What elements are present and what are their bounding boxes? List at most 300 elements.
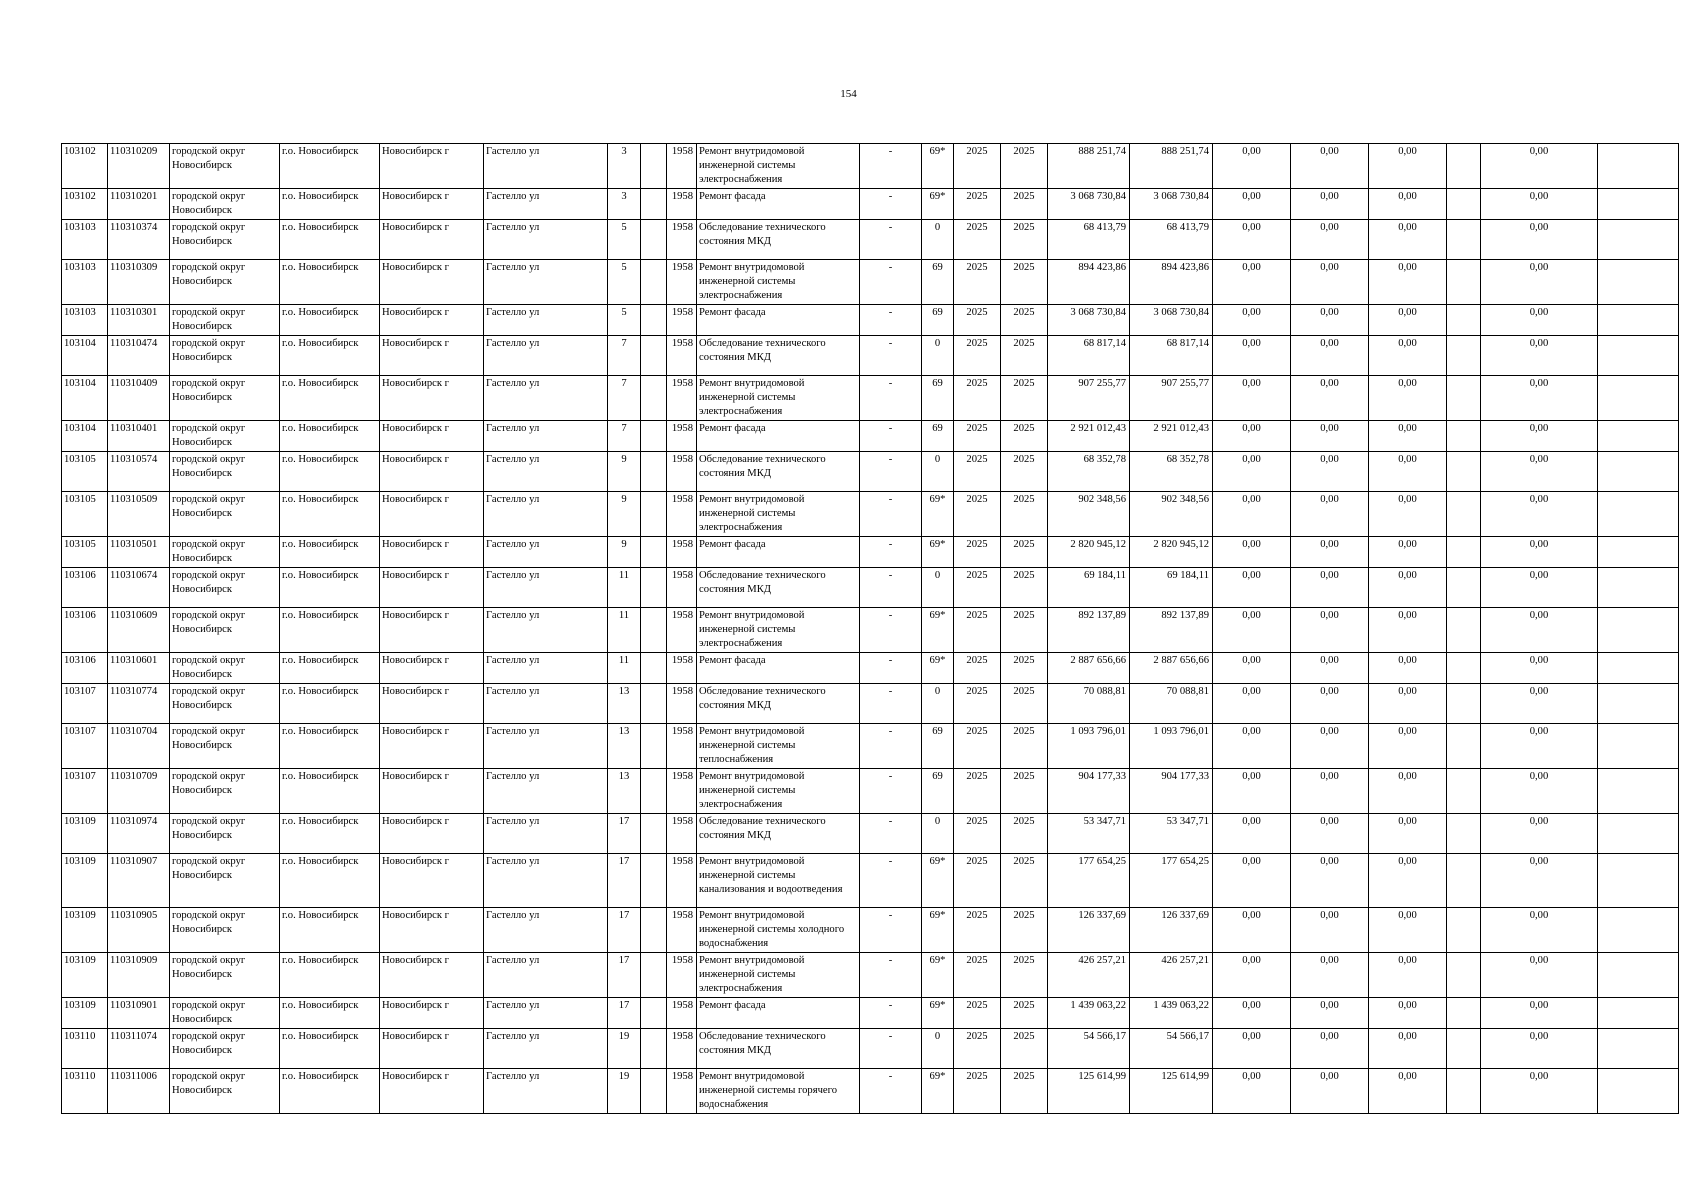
cell-cost-fund: 53 347,71 bbox=[1130, 814, 1213, 854]
cell-value-4: 0,00 bbox=[1481, 653, 1598, 684]
cell-house-id: 103105 bbox=[62, 452, 108, 492]
cell-value-4: 0,00 bbox=[1481, 189, 1598, 220]
cell-house-number: 19 bbox=[608, 1029, 641, 1069]
cell-locality: Новосибирск г bbox=[380, 1069, 484, 1114]
cell-year-start: 2025 bbox=[954, 608, 1001, 653]
cell-value-1: 0,00 bbox=[1213, 220, 1291, 260]
cell-value-2: 0,00 bbox=[1291, 260, 1369, 305]
cell-value-2: 0,00 bbox=[1291, 189, 1369, 220]
cell-work-type: Обследование технического состояния МКД bbox=[697, 568, 860, 608]
cell-blank bbox=[641, 854, 667, 908]
cell-value-3: 0,00 bbox=[1369, 568, 1447, 608]
cell-value-3: 0,00 bbox=[1369, 953, 1447, 998]
cell-dash: - bbox=[860, 537, 922, 568]
cell-blank bbox=[641, 814, 667, 854]
cell-house-number: 11 bbox=[608, 608, 641, 653]
cell-value-1: 0,00 bbox=[1213, 421, 1291, 452]
cell-blank bbox=[1447, 814, 1481, 854]
cell-cost-fund: 894 423,86 bbox=[1130, 260, 1213, 305]
cell-cost-fund: 2 921 012,43 bbox=[1130, 421, 1213, 452]
cell-blank bbox=[1598, 189, 1679, 220]
cell-dash: - bbox=[860, 908, 922, 953]
cell-value-2: 0,00 bbox=[1291, 908, 1369, 953]
cell-house-id: 103106 bbox=[62, 653, 108, 684]
cell-value-2: 0,00 bbox=[1291, 144, 1369, 189]
cell-wear: 69 bbox=[922, 260, 954, 305]
cell-work-id: 110310301 bbox=[108, 305, 170, 336]
cell-district: г.о. Новосибирск bbox=[280, 1029, 380, 1069]
cell-locality: Новосибирск г bbox=[380, 421, 484, 452]
cell-municipality: городской округ Новосибирск bbox=[170, 854, 280, 908]
cell-build-year: 1958 bbox=[667, 305, 697, 336]
cell-year-start: 2025 bbox=[954, 653, 1001, 684]
cell-cost-fund: 904 177,33 bbox=[1130, 769, 1213, 814]
cell-municipality: городской округ Новосибирск bbox=[170, 653, 280, 684]
cell-district: г.о. Новосибирск bbox=[280, 336, 380, 376]
cell-street: Гастелло ул bbox=[484, 724, 608, 769]
cell-blank bbox=[1447, 568, 1481, 608]
cell-wear: 69 bbox=[922, 421, 954, 452]
cell-cost-total: 69 184,11 bbox=[1048, 568, 1130, 608]
cell-value-1: 0,00 bbox=[1213, 854, 1291, 908]
cell-wear: 0 bbox=[922, 220, 954, 260]
cell-blank bbox=[1447, 260, 1481, 305]
cell-street: Гастелло ул bbox=[484, 260, 608, 305]
table-row bbox=[62, 769, 1679, 814]
cell-house-id: 103103 bbox=[62, 260, 108, 305]
table-row bbox=[62, 421, 1679, 452]
cell-district: г.о. Новосибирск bbox=[280, 908, 380, 953]
cell-locality: Новосибирск г bbox=[380, 769, 484, 814]
cell-blank bbox=[1447, 452, 1481, 492]
cell-value-4: 0,00 bbox=[1481, 814, 1598, 854]
cell-district: г.о. Новосибирск bbox=[280, 724, 380, 769]
cell-cost-fund: 1 439 063,22 bbox=[1130, 998, 1213, 1029]
cell-municipality: городской округ Новосибирск bbox=[170, 144, 280, 189]
cell-value-1: 0,00 bbox=[1213, 908, 1291, 953]
cell-year-end: 2025 bbox=[1001, 608, 1048, 653]
cell-value-1: 0,00 bbox=[1213, 336, 1291, 376]
cell-cost-total: 68 817,14 bbox=[1048, 336, 1130, 376]
cell-house-number: 13 bbox=[608, 684, 641, 724]
cell-wear: 69* bbox=[922, 653, 954, 684]
cell-locality: Новосибирск г bbox=[380, 537, 484, 568]
cell-value-1: 0,00 bbox=[1213, 724, 1291, 769]
cell-house-number: 5 bbox=[608, 220, 641, 260]
cell-blank bbox=[1598, 220, 1679, 260]
cell-year-end: 2025 bbox=[1001, 452, 1048, 492]
cell-locality: Новосибирск г bbox=[380, 336, 484, 376]
cell-blank bbox=[641, 452, 667, 492]
cell-house-number: 13 bbox=[608, 724, 641, 769]
cell-house-id: 103110 bbox=[62, 1069, 108, 1114]
cell-value-1: 0,00 bbox=[1213, 260, 1291, 305]
cell-value-3: 0,00 bbox=[1369, 452, 1447, 492]
cell-work-id: 110310774 bbox=[108, 684, 170, 724]
cell-work-type: Ремонт внутридомовой инженерной системы электроснабжения bbox=[697, 769, 860, 814]
cell-locality: Новосибирск г bbox=[380, 653, 484, 684]
cell-value-3: 0,00 bbox=[1369, 908, 1447, 953]
cell-blank bbox=[1447, 908, 1481, 953]
cell-wear: 0 bbox=[922, 814, 954, 854]
table-row bbox=[62, 653, 1679, 684]
cell-work-id: 110310374 bbox=[108, 220, 170, 260]
cell-year-end: 2025 bbox=[1001, 724, 1048, 769]
cell-value-3: 0,00 bbox=[1369, 537, 1447, 568]
cell-blank bbox=[1447, 769, 1481, 814]
cell-work-type: Ремонт внутридомовой инженерной системы теплоснабжения bbox=[697, 724, 860, 769]
cell-blank bbox=[1598, 608, 1679, 653]
cell-street: Гастелло ул bbox=[484, 953, 608, 998]
cell-work-type: Обследование технического состояния МКД bbox=[697, 684, 860, 724]
cell-value-1: 0,00 bbox=[1213, 144, 1291, 189]
cell-wear: 0 bbox=[922, 684, 954, 724]
cell-blank bbox=[1598, 537, 1679, 568]
cell-blank bbox=[1598, 1069, 1679, 1114]
cell-municipality: городской округ Новосибирск bbox=[170, 769, 280, 814]
cell-municipality: городской округ Новосибирск bbox=[170, 260, 280, 305]
cell-cost-total: 1 093 796,01 bbox=[1048, 724, 1130, 769]
cell-value-1: 0,00 bbox=[1213, 1029, 1291, 1069]
cell-build-year: 1958 bbox=[667, 421, 697, 452]
cell-build-year: 1958 bbox=[667, 492, 697, 537]
cell-work-id: 110310201 bbox=[108, 189, 170, 220]
table-row bbox=[62, 537, 1679, 568]
cell-work-id: 110310909 bbox=[108, 953, 170, 998]
cell-house-number: 17 bbox=[608, 908, 641, 953]
cell-municipality: городской округ Новосибирск bbox=[170, 537, 280, 568]
cell-year-start: 2025 bbox=[954, 854, 1001, 908]
cell-value-2: 0,00 bbox=[1291, 769, 1369, 814]
cell-cost-total: 68 352,78 bbox=[1048, 452, 1130, 492]
cell-value-2: 0,00 bbox=[1291, 492, 1369, 537]
cell-blank bbox=[1447, 421, 1481, 452]
cell-blank bbox=[1598, 998, 1679, 1029]
cell-work-type: Ремонт фасада bbox=[697, 653, 860, 684]
cell-wear: 0 bbox=[922, 452, 954, 492]
cell-blank bbox=[1447, 953, 1481, 998]
cell-locality: Новосибирск г bbox=[380, 908, 484, 953]
cell-blank bbox=[641, 189, 667, 220]
cell-value-3: 0,00 bbox=[1369, 1029, 1447, 1069]
cell-build-year: 1958 bbox=[667, 336, 697, 376]
cell-value-3: 0,00 bbox=[1369, 336, 1447, 376]
cell-cost-fund: 902 348,56 bbox=[1130, 492, 1213, 537]
cell-blank bbox=[1447, 1069, 1481, 1114]
cell-dash: - bbox=[860, 189, 922, 220]
cell-blank bbox=[1447, 998, 1481, 1029]
cell-street: Гастелло ул bbox=[484, 492, 608, 537]
table-row bbox=[62, 144, 1679, 189]
cell-wear: 69* bbox=[922, 144, 954, 189]
cell-work-type: Ремонт внутридомовой инженерной системы горячего водоснабжения bbox=[697, 1069, 860, 1114]
cell-house-id: 103104 bbox=[62, 336, 108, 376]
cell-blank bbox=[1598, 854, 1679, 908]
cell-year-end: 2025 bbox=[1001, 189, 1048, 220]
cell-house-number: 13 bbox=[608, 769, 641, 814]
cell-value-4: 0,00 bbox=[1481, 608, 1598, 653]
table-row bbox=[62, 492, 1679, 537]
table-row bbox=[62, 189, 1679, 220]
cell-value-3: 0,00 bbox=[1369, 814, 1447, 854]
cell-work-id: 110310501 bbox=[108, 537, 170, 568]
cell-dash: - bbox=[860, 144, 922, 189]
table-row bbox=[62, 568, 1679, 608]
cell-district: г.о. Новосибирск bbox=[280, 452, 380, 492]
cell-year-end: 2025 bbox=[1001, 814, 1048, 854]
cell-house-id: 103105 bbox=[62, 492, 108, 537]
cell-year-end: 2025 bbox=[1001, 953, 1048, 998]
cell-value-1: 0,00 bbox=[1213, 684, 1291, 724]
cell-municipality: городской округ Новосибирск bbox=[170, 568, 280, 608]
cell-blank bbox=[1447, 1029, 1481, 1069]
cell-blank bbox=[1598, 260, 1679, 305]
cell-cost-total: 904 177,33 bbox=[1048, 769, 1130, 814]
cell-municipality: городской округ Новосибирск bbox=[170, 814, 280, 854]
cell-municipality: городской округ Новосибирск bbox=[170, 953, 280, 998]
cell-work-id: 110310905 bbox=[108, 908, 170, 953]
cell-blank bbox=[1598, 144, 1679, 189]
cell-blank bbox=[1447, 608, 1481, 653]
cell-value-4: 0,00 bbox=[1481, 376, 1598, 421]
cell-street: Гастелло ул bbox=[484, 854, 608, 908]
cell-house-id: 103109 bbox=[62, 854, 108, 908]
cell-value-3: 0,00 bbox=[1369, 1069, 1447, 1114]
cell-house-id: 103109 bbox=[62, 953, 108, 998]
cell-blank bbox=[1598, 1029, 1679, 1069]
cell-work-type: Обследование технического состояния МКД bbox=[697, 336, 860, 376]
cell-street: Гастелло ул bbox=[484, 336, 608, 376]
cell-cost-total: 888 251,74 bbox=[1048, 144, 1130, 189]
cell-year-end: 2025 bbox=[1001, 305, 1048, 336]
cell-wear: 0 bbox=[922, 1029, 954, 1069]
cell-municipality: городской округ Новосибирск bbox=[170, 1069, 280, 1114]
table-row bbox=[62, 814, 1679, 854]
cell-work-id: 110310574 bbox=[108, 452, 170, 492]
cell-year-end: 2025 bbox=[1001, 998, 1048, 1029]
cell-house-number: 5 bbox=[608, 260, 641, 305]
cell-build-year: 1958 bbox=[667, 953, 697, 998]
cell-blank bbox=[1598, 684, 1679, 724]
cell-blank bbox=[641, 953, 667, 998]
cell-work-id: 110310601 bbox=[108, 653, 170, 684]
cell-value-1: 0,00 bbox=[1213, 1069, 1291, 1114]
cell-blank bbox=[1598, 568, 1679, 608]
cell-value-2: 0,00 bbox=[1291, 305, 1369, 336]
cell-cost-total: 2 921 012,43 bbox=[1048, 421, 1130, 452]
cell-municipality: городской округ Новосибирск bbox=[170, 376, 280, 421]
cell-build-year: 1958 bbox=[667, 376, 697, 421]
cell-municipality: городской округ Новосибирск bbox=[170, 189, 280, 220]
table-row bbox=[62, 220, 1679, 260]
cell-house-number: 7 bbox=[608, 421, 641, 452]
cell-year-end: 2025 bbox=[1001, 568, 1048, 608]
cell-blank bbox=[641, 769, 667, 814]
cell-year-start: 2025 bbox=[954, 189, 1001, 220]
table-row bbox=[62, 376, 1679, 421]
cell-year-end: 2025 bbox=[1001, 908, 1048, 953]
cell-year-end: 2025 bbox=[1001, 336, 1048, 376]
cell-district: г.о. Новосибирск bbox=[280, 854, 380, 908]
cell-district: г.о. Новосибирск bbox=[280, 537, 380, 568]
cell-year-end: 2025 bbox=[1001, 260, 1048, 305]
cell-cost-fund: 70 088,81 bbox=[1130, 684, 1213, 724]
cell-year-end: 2025 bbox=[1001, 653, 1048, 684]
cell-work-type: Обследование технического состояния МКД bbox=[697, 452, 860, 492]
cell-cost-total: 125 614,99 bbox=[1048, 1069, 1130, 1114]
cell-blank bbox=[641, 1029, 667, 1069]
cell-street: Гастелло ул bbox=[484, 305, 608, 336]
cell-district: г.о. Новосибирск bbox=[280, 376, 380, 421]
cell-year-start: 2025 bbox=[954, 908, 1001, 953]
repair-program-table bbox=[61, 143, 1679, 1114]
cell-work-type: Обследование технического состояния МКД bbox=[697, 1029, 860, 1069]
cell-value-1: 0,00 bbox=[1213, 769, 1291, 814]
cell-wear: 69 bbox=[922, 376, 954, 421]
cell-wear: 69* bbox=[922, 537, 954, 568]
cell-value-4: 0,00 bbox=[1481, 305, 1598, 336]
cell-year-end: 2025 bbox=[1001, 492, 1048, 537]
cell-district: г.о. Новосибирск bbox=[280, 684, 380, 724]
cell-district: г.о. Новосибирск bbox=[280, 653, 380, 684]
cell-build-year: 1958 bbox=[667, 144, 697, 189]
cell-dash: - bbox=[860, 220, 922, 260]
cell-work-id: 110310609 bbox=[108, 608, 170, 653]
cell-work-id: 110310709 bbox=[108, 769, 170, 814]
cell-value-3: 0,00 bbox=[1369, 608, 1447, 653]
cell-value-1: 0,00 bbox=[1213, 305, 1291, 336]
cell-house-number: 9 bbox=[608, 537, 641, 568]
table-row bbox=[62, 724, 1679, 769]
cell-blank bbox=[1598, 421, 1679, 452]
cell-blank bbox=[641, 908, 667, 953]
cell-blank bbox=[1447, 376, 1481, 421]
cell-work-id: 110310901 bbox=[108, 998, 170, 1029]
cell-house-number: 19 bbox=[608, 1069, 641, 1114]
cell-wear: 69* bbox=[922, 1069, 954, 1114]
cell-build-year: 1958 bbox=[667, 608, 697, 653]
cell-house-number: 17 bbox=[608, 854, 641, 908]
cell-value-1: 0,00 bbox=[1213, 953, 1291, 998]
cell-street: Гастелло ул bbox=[484, 376, 608, 421]
cell-value-4: 0,00 bbox=[1481, 568, 1598, 608]
cell-work-type: Обследование технического состояния МКД bbox=[697, 814, 860, 854]
cell-street: Гастелло ул bbox=[484, 421, 608, 452]
cell-year-start: 2025 bbox=[954, 537, 1001, 568]
cell-value-4: 0,00 bbox=[1481, 684, 1598, 724]
cell-cost-total: 894 423,86 bbox=[1048, 260, 1130, 305]
cell-blank bbox=[1447, 144, 1481, 189]
cell-value-2: 0,00 bbox=[1291, 537, 1369, 568]
cell-dash: - bbox=[860, 336, 922, 376]
cell-house-id: 103110 bbox=[62, 1029, 108, 1069]
cell-blank bbox=[1598, 724, 1679, 769]
cell-value-3: 0,00 bbox=[1369, 653, 1447, 684]
cell-cost-fund: 126 337,69 bbox=[1130, 908, 1213, 953]
page-number: 154 bbox=[840, 88, 857, 100]
cell-build-year: 1958 bbox=[667, 1029, 697, 1069]
cell-work-type: Ремонт внутридомовой инженерной системы электроснабжения bbox=[697, 144, 860, 189]
cell-blank bbox=[1447, 492, 1481, 537]
cell-work-id: 110310209 bbox=[108, 144, 170, 189]
cell-locality: Новосибирск г bbox=[380, 144, 484, 189]
cell-blank bbox=[1598, 769, 1679, 814]
cell-cost-fund: 426 257,21 bbox=[1130, 953, 1213, 998]
cell-dash: - bbox=[860, 653, 922, 684]
cell-house-number: 17 bbox=[608, 953, 641, 998]
cell-cost-fund: 68 817,14 bbox=[1130, 336, 1213, 376]
cell-work-id: 110310509 bbox=[108, 492, 170, 537]
cell-year-start: 2025 bbox=[954, 336, 1001, 376]
cell-build-year: 1958 bbox=[667, 854, 697, 908]
cell-district: г.о. Новосибирск bbox=[280, 1069, 380, 1114]
cell-build-year: 1958 bbox=[667, 1069, 697, 1114]
cell-cost-fund: 2 820 945,12 bbox=[1130, 537, 1213, 568]
cell-locality: Новосибирск г bbox=[380, 376, 484, 421]
cell-district: г.о. Новосибирск bbox=[280, 189, 380, 220]
cell-locality: Новосибирск г bbox=[380, 814, 484, 854]
cell-work-type: Ремонт внутридомовой инженерной системы электроснабжения bbox=[697, 260, 860, 305]
cell-value-2: 0,00 bbox=[1291, 724, 1369, 769]
cell-blank bbox=[641, 220, 667, 260]
cell-year-start: 2025 bbox=[954, 492, 1001, 537]
cell-value-3: 0,00 bbox=[1369, 220, 1447, 260]
cell-year-end: 2025 bbox=[1001, 1069, 1048, 1114]
cell-dash: - bbox=[860, 452, 922, 492]
cell-district: г.о. Новосибирск bbox=[280, 998, 380, 1029]
cell-value-1: 0,00 bbox=[1213, 189, 1291, 220]
cell-locality: Новосибирск г bbox=[380, 452, 484, 492]
cell-blank bbox=[641, 336, 667, 376]
cell-dash: - bbox=[860, 608, 922, 653]
cell-house-id: 103107 bbox=[62, 769, 108, 814]
cell-blank bbox=[641, 653, 667, 684]
cell-cost-fund: 125 614,99 bbox=[1130, 1069, 1213, 1114]
cell-blank bbox=[1447, 684, 1481, 724]
table-row bbox=[62, 452, 1679, 492]
cell-value-4: 0,00 bbox=[1481, 769, 1598, 814]
cell-cost-total: 68 413,79 bbox=[1048, 220, 1130, 260]
cell-year-end: 2025 bbox=[1001, 376, 1048, 421]
cell-locality: Новосибирск г bbox=[380, 492, 484, 537]
cell-district: г.о. Новосибирск bbox=[280, 421, 380, 452]
cell-value-4: 0,00 bbox=[1481, 421, 1598, 452]
cell-street: Гастелло ул bbox=[484, 684, 608, 724]
table-row bbox=[62, 305, 1679, 336]
cell-work-type: Ремонт внутридомовой инженерной системы электроснабжения bbox=[697, 608, 860, 653]
cell-work-id: 110310474 bbox=[108, 336, 170, 376]
cell-blank bbox=[1598, 336, 1679, 376]
cell-cost-total: 126 337,69 bbox=[1048, 908, 1130, 953]
cell-locality: Новосибирск г bbox=[380, 854, 484, 908]
cell-house-id: 103109 bbox=[62, 814, 108, 854]
cell-wear: 69* bbox=[922, 854, 954, 908]
cell-value-4: 0,00 bbox=[1481, 724, 1598, 769]
cell-street: Гастелло ул bbox=[484, 769, 608, 814]
cell-year-end: 2025 bbox=[1001, 854, 1048, 908]
cell-house-number: 11 bbox=[608, 653, 641, 684]
cell-cost-total: 902 348,56 bbox=[1048, 492, 1130, 537]
cell-value-1: 0,00 bbox=[1213, 568, 1291, 608]
cell-house-number: 9 bbox=[608, 452, 641, 492]
cell-cost-fund: 54 566,17 bbox=[1130, 1029, 1213, 1069]
cell-build-year: 1958 bbox=[667, 684, 697, 724]
cell-value-2: 0,00 bbox=[1291, 452, 1369, 492]
cell-dash: - bbox=[860, 305, 922, 336]
cell-value-4: 0,00 bbox=[1481, 220, 1598, 260]
cell-work-type: Ремонт внутридомовой инженерной системы холодного водоснабжения bbox=[697, 908, 860, 953]
cell-value-2: 0,00 bbox=[1291, 814, 1369, 854]
